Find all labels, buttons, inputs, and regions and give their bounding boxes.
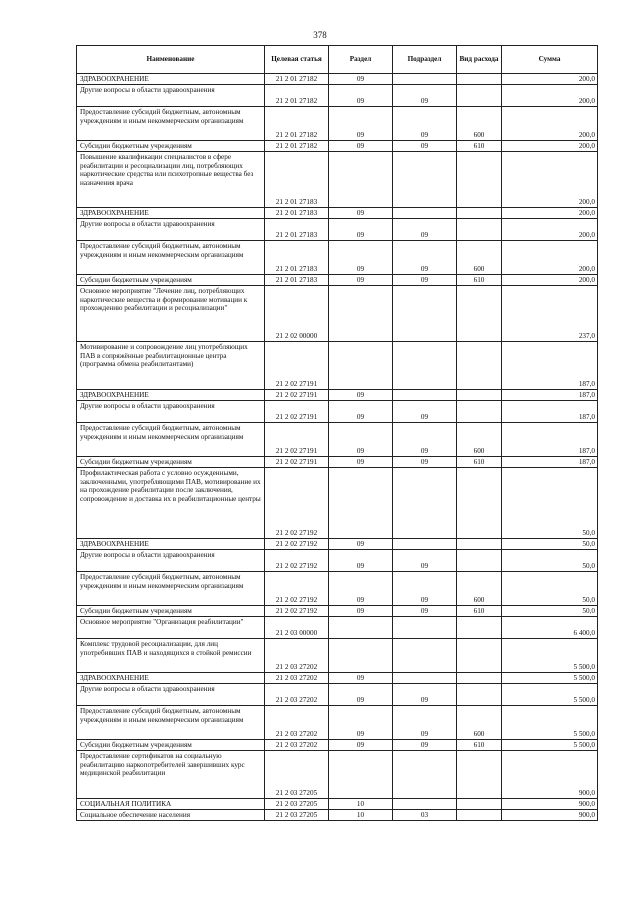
row-target-article-cell: 21 2 02 27192 — [265, 572, 329, 606]
row-section-cell: 09 — [329, 275, 393, 286]
row-expense-type-cell: 610 — [457, 740, 502, 751]
row-section-cell — [329, 152, 393, 208]
table-row — [77, 684, 598, 706]
row-section-cell — [329, 617, 393, 639]
row-subsection-cell — [393, 286, 457, 342]
row-subsection-cell: 03 — [393, 810, 457, 821]
page-number: 378 — [313, 30, 327, 40]
table-row — [77, 810, 598, 821]
row-subsection-cell: 09 — [393, 401, 457, 423]
row-expense-type-cell — [457, 342, 502, 390]
row-subsection-cell: 09 — [393, 275, 457, 286]
row-section-cell: 09 — [329, 572, 393, 606]
row-section-cell: 09 — [329, 241, 393, 275]
row-target-article-cell: 21 2 03 27202 — [265, 706, 329, 740]
table-row — [77, 606, 598, 617]
row-section-cell: 09 — [329, 673, 393, 684]
row-target-article-cell: 21 2 02 27192 — [265, 468, 329, 539]
row-expense-type-cell — [457, 639, 502, 673]
row-target-article-cell: 21 2 01 27183 — [265, 241, 329, 275]
row-section-cell: 09 — [329, 219, 393, 241]
row-section-cell: 09 — [329, 740, 393, 751]
row-name-cell: Субсидии бюджетным учреждениям — [77, 141, 265, 152]
row-expense-type-cell — [457, 401, 502, 423]
row-amount-cell: 187,0 — [502, 342, 598, 390]
row-expense-type-cell — [457, 219, 502, 241]
table-row — [77, 141, 598, 152]
header-section: Раздел — [329, 46, 393, 74]
table-row — [77, 107, 598, 141]
row-name-cell: ЗДРАВООХРАНЕНИЕ — [77, 539, 265, 550]
row-name-cell: Другие вопросы в области здравоохранения — [77, 85, 265, 107]
row-section-cell — [329, 751, 393, 799]
row-expense-type-cell — [457, 751, 502, 799]
row-subsection-cell: 09 — [393, 684, 457, 706]
row-expense-type-cell: 600 — [457, 572, 502, 606]
row-name-cell: Другие вопросы в области здравоохранения — [77, 550, 265, 572]
table-row — [77, 342, 598, 390]
row-name-cell: ЗДРАВООХРАНЕНИЕ — [77, 208, 265, 219]
row-section-cell: 09 — [329, 390, 393, 401]
row-expense-type-cell: 600 — [457, 706, 502, 740]
row-subsection-cell: 09 — [393, 457, 457, 468]
row-name-cell: Другие вопросы в области здравоохранения — [77, 219, 265, 241]
row-name-cell: Субсидии бюджетным учреждениям — [77, 606, 265, 617]
row-amount-cell: 6 400,0 — [502, 617, 598, 639]
row-target-article-cell: 21 2 02 27192 — [265, 550, 329, 572]
header-target-article: Целевая статья — [265, 46, 329, 74]
table-row — [77, 539, 598, 550]
row-subsection-cell: 09 — [393, 141, 457, 152]
header-name: Наименование — [77, 46, 265, 74]
row-amount-cell: 187,0 — [502, 423, 598, 457]
row-target-article-cell: 21 2 02 27192 — [265, 539, 329, 550]
row-target-article-cell: 21 2 03 27202 — [265, 740, 329, 751]
row-target-article-cell: 21 2 03 27202 — [265, 684, 329, 706]
row-subsection-cell — [393, 673, 457, 684]
row-amount-cell: 5 500,0 — [502, 639, 598, 673]
row-subsection-cell — [393, 617, 457, 639]
row-target-article-cell: 21 2 02 27191 — [265, 342, 329, 390]
row-expense-type-cell — [457, 286, 502, 342]
row-expense-type-cell — [457, 539, 502, 550]
row-name-cell: ЗДРАВООХРАНЕНИЕ — [77, 74, 265, 85]
row-section-cell: 09 — [329, 423, 393, 457]
row-amount-cell: 200,0 — [502, 152, 598, 208]
row-section-cell: 09 — [329, 550, 393, 572]
row-expense-type-cell — [457, 799, 502, 810]
table-row — [77, 799, 598, 810]
row-target-article-cell: 21 2 03 27202 — [265, 673, 329, 684]
table-row — [77, 219, 598, 241]
row-expense-type-cell — [457, 684, 502, 706]
row-section-cell: 10 — [329, 810, 393, 821]
row-subsection-cell: 09 — [393, 550, 457, 572]
table-row — [77, 74, 598, 85]
row-subsection-cell: 09 — [393, 740, 457, 751]
row-target-article-cell: 21 2 01 27182 — [265, 74, 329, 85]
row-expense-type-cell: 610 — [457, 141, 502, 152]
row-subsection-cell — [393, 751, 457, 799]
table-row — [77, 740, 598, 751]
row-target-article-cell: 21 2 03 00000 — [265, 617, 329, 639]
row-section-cell: 09 — [329, 706, 393, 740]
row-expense-type-cell: 610 — [457, 275, 502, 286]
row-section-cell — [329, 468, 393, 539]
row-name-cell: Предоставление сертификатов на социальную реабилитацию наркопотребителей завершивших курс медицинской реабилитации — [77, 751, 265, 799]
row-section-cell: 09 — [329, 539, 393, 550]
row-expense-type-cell — [457, 673, 502, 684]
row-expense-type-cell: 600 — [457, 107, 502, 141]
row-target-article-cell: 21 2 02 00000 — [265, 286, 329, 342]
row-expense-type-cell: 610 — [457, 457, 502, 468]
table-row — [77, 241, 598, 275]
row-subsection-cell: 09 — [393, 606, 457, 617]
row-section-cell: 09 — [329, 457, 393, 468]
row-target-article-cell: 21 2 02 27191 — [265, 423, 329, 457]
row-name-cell: Профилактическая работа с условно осужденными, заключенными, употребляющими ПАВ, мотивирование их на прохождение реабилитации после заключения, сопровождение и доставка их в реабилитационные центры — [77, 468, 265, 539]
table-row — [77, 208, 598, 219]
row-amount-cell: 200,0 — [502, 74, 598, 85]
row-name-cell: ЗДРАВООХРАНЕНИЕ — [77, 390, 265, 401]
table-row — [77, 457, 598, 468]
row-name-cell: Субсидии бюджетным учреждениям — [77, 740, 265, 751]
row-amount-cell: 187,0 — [502, 457, 598, 468]
row-subsection-cell: 09 — [393, 423, 457, 457]
row-name-cell: Другие вопросы в области здравоохранения — [77, 684, 265, 706]
row-section-cell: 09 — [329, 107, 393, 141]
table-row — [77, 152, 598, 208]
row-expense-type-cell — [457, 208, 502, 219]
table-row — [77, 286, 598, 342]
row-name-cell: ЗДРАВООХРАНЕНИЕ — [77, 673, 265, 684]
row-target-article-cell: 21 2 01 27182 — [265, 107, 329, 141]
row-subsection-cell: 09 — [393, 219, 457, 241]
row-amount-cell: 50,0 — [502, 572, 598, 606]
row-amount-cell: 200,0 — [502, 241, 598, 275]
row-amount-cell: 50,0 — [502, 468, 598, 539]
row-target-article-cell: 21 2 01 27183 — [265, 208, 329, 219]
row-name-cell: Предоставление субсидий бюджетным, автономным учреждениям и иным некоммерческим организациям — [77, 107, 265, 141]
row-target-article-cell: 21 2 02 27191 — [265, 457, 329, 468]
row-expense-type-cell — [457, 152, 502, 208]
row-amount-cell: 200,0 — [502, 107, 598, 141]
row-expense-type-cell — [457, 390, 502, 401]
row-name-cell: Предоставление субсидий бюджетным, автономным учреждениям и иным некоммерческим организациям — [77, 706, 265, 740]
row-target-article-cell: 21 2 02 27191 — [265, 390, 329, 401]
row-amount-cell: 200,0 — [502, 208, 598, 219]
row-section-cell: 09 — [329, 208, 393, 219]
row-section-cell: 09 — [329, 401, 393, 423]
row-section-cell: 09 — [329, 74, 393, 85]
row-amount-cell: 200,0 — [502, 85, 598, 107]
row-target-article-cell: 21 2 02 27192 — [265, 606, 329, 617]
row-name-cell: Субсидии бюджетным учреждениям — [77, 457, 265, 468]
row-amount-cell: 900,0 — [502, 810, 598, 821]
row-expense-type-cell — [457, 550, 502, 572]
row-target-article-cell: 21 2 03 27205 — [265, 751, 329, 799]
table-row — [77, 751, 598, 799]
row-name-cell: Мотивирование и сопровождение лиц употребляющих ПАВ в сопряжённые реабилитационные центра (программа обмена реабилитантами) — [77, 342, 265, 390]
row-expense-type-cell: 600 — [457, 241, 502, 275]
row-target-article-cell: 21 2 01 27182 — [265, 85, 329, 107]
header-subsection: Подраздел — [393, 46, 457, 74]
row-target-article-cell: 21 2 03 27205 — [265, 799, 329, 810]
row-amount-cell: 200,0 — [502, 219, 598, 241]
row-amount-cell: 900,0 — [502, 799, 598, 810]
table-row — [77, 617, 598, 639]
row-amount-cell: 50,0 — [502, 550, 598, 572]
table-body — [77, 74, 598, 821]
row-amount-cell: 5 500,0 — [502, 673, 598, 684]
row-expense-type-cell — [457, 810, 502, 821]
row-subsection-cell — [393, 799, 457, 810]
table-row — [77, 639, 598, 673]
budget-table — [76, 45, 598, 821]
table-row — [77, 401, 598, 423]
row-section-cell: 09 — [329, 606, 393, 617]
row-expense-type-cell — [457, 468, 502, 539]
row-amount-cell: 900,0 — [502, 751, 598, 799]
row-subsection-cell — [393, 390, 457, 401]
row-expense-type-cell: 610 — [457, 606, 502, 617]
row-subsection-cell — [393, 539, 457, 550]
row-target-article-cell: 21 2 03 27205 — [265, 810, 329, 821]
table-row — [77, 275, 598, 286]
row-name-cell: СОЦИАЛЬНАЯ ПОЛИТИКА — [77, 799, 265, 810]
row-section-cell: 09 — [329, 684, 393, 706]
row-expense-type-cell — [457, 85, 502, 107]
row-expense-type-cell — [457, 617, 502, 639]
row-subsection-cell: 09 — [393, 706, 457, 740]
row-subsection-cell — [393, 639, 457, 673]
row-section-cell: 09 — [329, 141, 393, 152]
row-name-cell: Основное мероприятие "Лечение лиц, потребляющих наркотические вещества и формирование мотивации к прохождению реабилитации и ресоциализации" — [77, 286, 265, 342]
row-name-cell: Основное мероприятие "Организация реабилитации" — [77, 617, 265, 639]
row-subsection-cell — [393, 208, 457, 219]
row-name-cell: Повышение квалификации специалистов в сфере реабилитации и ресоциализации лиц, потребляющих наркотические средства или психотропные вещества без назначения врача — [77, 152, 265, 208]
row-name-cell: Другие вопросы в области здравоохранения — [77, 401, 265, 423]
table-row — [77, 423, 598, 457]
row-amount-cell: 187,0 — [502, 401, 598, 423]
row-target-article-cell: 21 2 01 27183 — [265, 275, 329, 286]
row-amount-cell: 50,0 — [502, 539, 598, 550]
row-name-cell: Субсидии бюджетным учреждениям — [77, 275, 265, 286]
table-row — [77, 673, 598, 684]
row-name-cell: Предоставление субсидий бюджетным, автономным учреждениям и иным некоммерческим организациям — [77, 423, 265, 457]
row-amount-cell: 50,0 — [502, 606, 598, 617]
row-section-cell — [329, 639, 393, 673]
row-amount-cell: 5 500,0 — [502, 684, 598, 706]
row-name-cell: Социальное обеспечение населения — [77, 810, 265, 821]
row-expense-type-cell — [457, 74, 502, 85]
table-row — [77, 390, 598, 401]
row-subsection-cell: 09 — [393, 572, 457, 606]
row-amount-cell: 5 500,0 — [502, 740, 598, 751]
row-section-cell: 09 — [329, 85, 393, 107]
row-target-article-cell: 21 2 01 27182 — [265, 141, 329, 152]
header-expense-type: Вид расхода — [457, 46, 502, 74]
row-subsection-cell: 09 — [393, 241, 457, 275]
row-expense-type-cell: 600 — [457, 423, 502, 457]
row-section-cell — [329, 342, 393, 390]
row-target-article-cell: 21 2 02 27191 — [265, 401, 329, 423]
table-row — [77, 468, 598, 539]
row-target-article-cell: 21 2 03 27202 — [265, 639, 329, 673]
row-subsection-cell: 09 — [393, 85, 457, 107]
header-amount: Сумма — [502, 46, 598, 74]
table-row — [77, 706, 598, 740]
row-section-cell: 10 — [329, 799, 393, 810]
row-amount-cell: 200,0 — [502, 275, 598, 286]
row-name-cell: Комплекс трудовой ресоциализации, для лиц употребивших ПАВ и находящихся в стойкой ремиссии — [77, 639, 265, 673]
row-subsection-cell — [393, 74, 457, 85]
row-name-cell: Предоставление субсидий бюджетным, автономным учреждениям и иным некоммерческим организациям — [77, 241, 265, 275]
row-amount-cell: 200,0 — [502, 141, 598, 152]
row-subsection-cell — [393, 468, 457, 539]
row-section-cell — [329, 286, 393, 342]
table-row — [77, 85, 598, 107]
row-amount-cell: 237,0 — [502, 286, 598, 342]
row-amount-cell: 187,0 — [502, 390, 598, 401]
table-row — [77, 572, 598, 606]
row-subsection-cell — [393, 152, 457, 208]
table-header-row — [77, 46, 598, 74]
row-subsection-cell: 09 — [393, 107, 457, 141]
row-amount-cell: 5 500,0 — [502, 706, 598, 740]
table-row — [77, 550, 598, 572]
row-subsection-cell — [393, 342, 457, 390]
row-target-article-cell: 21 2 01 27183 — [265, 219, 329, 241]
row-name-cell: Предоставление субсидий бюджетным, автономным учреждениям и иным некоммерческим организациям — [77, 572, 265, 606]
row-target-article-cell: 21 2 01 27183 — [265, 152, 329, 208]
